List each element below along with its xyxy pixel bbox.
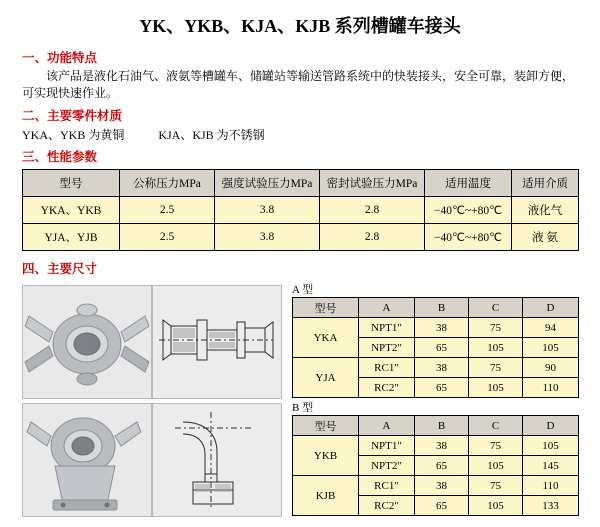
photo-coupling-a-front (22, 285, 152, 399)
coupling-b-illustration (23, 404, 151, 516)
dim-a-r1-c2: 65 (415, 338, 469, 358)
dim-a-r3-c1: RC2" (359, 378, 415, 398)
dim-b-col-3: C (469, 416, 523, 436)
photo-coupling-b-front (22, 403, 152, 517)
dim-b-col-2: B (415, 416, 469, 436)
dim-a-r2-c4: 90 (523, 358, 579, 378)
dim-b-r2-c2: 38 (415, 476, 469, 496)
table-header-row (23, 170, 579, 197)
drawing-coupling-b-section (152, 403, 282, 517)
materials-line (22, 126, 600, 143)
dim-a-r1-c4: 105 (523, 338, 579, 358)
dim-a-r2-c3: 75 (469, 358, 523, 378)
table-row (23, 197, 579, 224)
perf-r1-c1: 2.5 (120, 224, 215, 251)
dim-b-r2-c3: 75 (469, 476, 523, 496)
table-row (293, 476, 579, 496)
perf-r0-c1: 2.5 (120, 197, 215, 224)
perf-col-2: 强度试验压力MPa (215, 170, 320, 197)
features-paragraph: 该产品是液化石油气、液氨等槽罐车、储罐站等输送管路系统中的快装接头，安全可靠，装卸方便，可实现快速作业。 (22, 69, 575, 100)
dim-b-r0-c3: 75 (469, 436, 523, 456)
dim-a-r2-c1: RC1" (359, 358, 415, 378)
dim-a-model-yka: YKA (293, 318, 359, 358)
dimensions-area (0, 281, 600, 527)
perf-r0-c0: YKA、YKB (23, 197, 120, 224)
table-row (293, 436, 579, 456)
dim-b-col-1: A (359, 416, 415, 436)
perf-col-3: 密封试验压力MPa (320, 170, 425, 197)
perf-r1-c3: 2.8 (320, 224, 425, 251)
coupling-b-section-drawing (153, 404, 281, 516)
perf-col-5: 适用介质 (512, 170, 579, 197)
dim-a-r1-c3: 105 (469, 338, 523, 358)
perf-col-1: 公称压力MPa (120, 170, 215, 197)
drawing-coupling-a-section (152, 285, 282, 399)
dim-a-r0-c3: 75 (469, 318, 523, 338)
type-a-label: A 型 (292, 284, 314, 296)
table-row (293, 358, 579, 378)
dim-a-col-0: 型号 (293, 298, 359, 318)
section-heading-dimensions: 四、主要尺寸 (22, 262, 98, 276)
dim-a-r0-c4: 94 (523, 318, 579, 338)
dim-b-r3-c4: 133 (523, 496, 579, 516)
dim-b-r1-c3: 105 (469, 456, 523, 476)
perf-col-4: 适用温度 (425, 170, 512, 197)
dim-b-col-4: D (523, 416, 579, 436)
dim-b-r1-c2: 65 (415, 456, 469, 476)
perf-r1-c5: 液 氨 (512, 224, 579, 251)
type-b-label: B 型 (292, 402, 314, 414)
dim-a-r3-c3: 105 (469, 378, 523, 398)
perf-r1-c4: −40℃~+80℃ (425, 224, 512, 251)
table-row (23, 224, 579, 251)
dim-a-r2-c2: 38 (415, 358, 469, 378)
dim-b-r1-c4: 145 (523, 456, 579, 476)
materials-right: KJA、KJB 为不锈钢 (158, 128, 265, 142)
dim-b-model-kjb: KJB (293, 476, 359, 516)
performance-table (22, 169, 579, 251)
dimension-table-b (292, 415, 579, 516)
dim-b-r3-c2: 65 (415, 496, 469, 516)
dim-b-r0-c1: NPT1" (359, 436, 415, 456)
dim-a-r0-c2: 38 (415, 318, 469, 338)
dim-b-col-0: 型号 (293, 416, 359, 436)
dim-a-col-4: D (523, 298, 579, 318)
section-heading-performance: 三、性能参数 (22, 150, 98, 164)
coupling-a-section-drawing (153, 286, 281, 398)
dim-a-r3-c4: 110 (523, 378, 579, 398)
perf-r0-c4: −40℃~+80℃ (425, 197, 512, 224)
dim-a-col-3: C (469, 298, 523, 318)
perf-col-0: 型号 (23, 170, 120, 197)
dim-b-model-ykb: YKB (293, 436, 359, 476)
dim-a-r3-c2: 65 (415, 378, 469, 398)
dim-a-model-yja: YJA (293, 358, 359, 398)
coupling-a-illustration (23, 286, 151, 398)
dim-b-r3-c3: 105 (469, 496, 523, 516)
dim-a-col-2: B (415, 298, 469, 318)
table-header-row (293, 298, 579, 318)
dim-a-col-1: A (359, 298, 415, 318)
table-header-row (293, 416, 579, 436)
dim-b-r2-c1: RC1" (359, 476, 415, 496)
materials-left: YKA、YKB 为黄铜 (22, 128, 125, 142)
table-row (293, 318, 579, 338)
perf-r0-c3: 2.8 (320, 197, 425, 224)
dim-a-r1-c1: NPT2" (359, 338, 415, 358)
perf-r0-c2: 3.8 (215, 197, 320, 224)
dim-b-r0-c2: 38 (415, 436, 469, 456)
section-heading-features: 一、功能特点 (22, 51, 98, 65)
section-heading-materials: 二、主要零件材质 (22, 109, 123, 123)
dim-b-r0-c4: 105 (523, 436, 579, 456)
perf-r0-c5: 液化气 (512, 197, 579, 224)
page-title: YK、YKB、KJA、KJB 系列槽罐车接头 (139, 16, 461, 36)
dim-b-r1-c1: NPT2" (359, 456, 415, 476)
perf-r1-c0: YJA、YJB (23, 224, 120, 251)
dim-a-r0-c1: NPT1" (359, 318, 415, 338)
dim-b-r3-c1: RC2" (359, 496, 415, 516)
perf-r1-c2: 3.8 (215, 224, 320, 251)
dim-b-r2-c4: 110 (523, 476, 579, 496)
dimension-table-a (292, 297, 579, 398)
